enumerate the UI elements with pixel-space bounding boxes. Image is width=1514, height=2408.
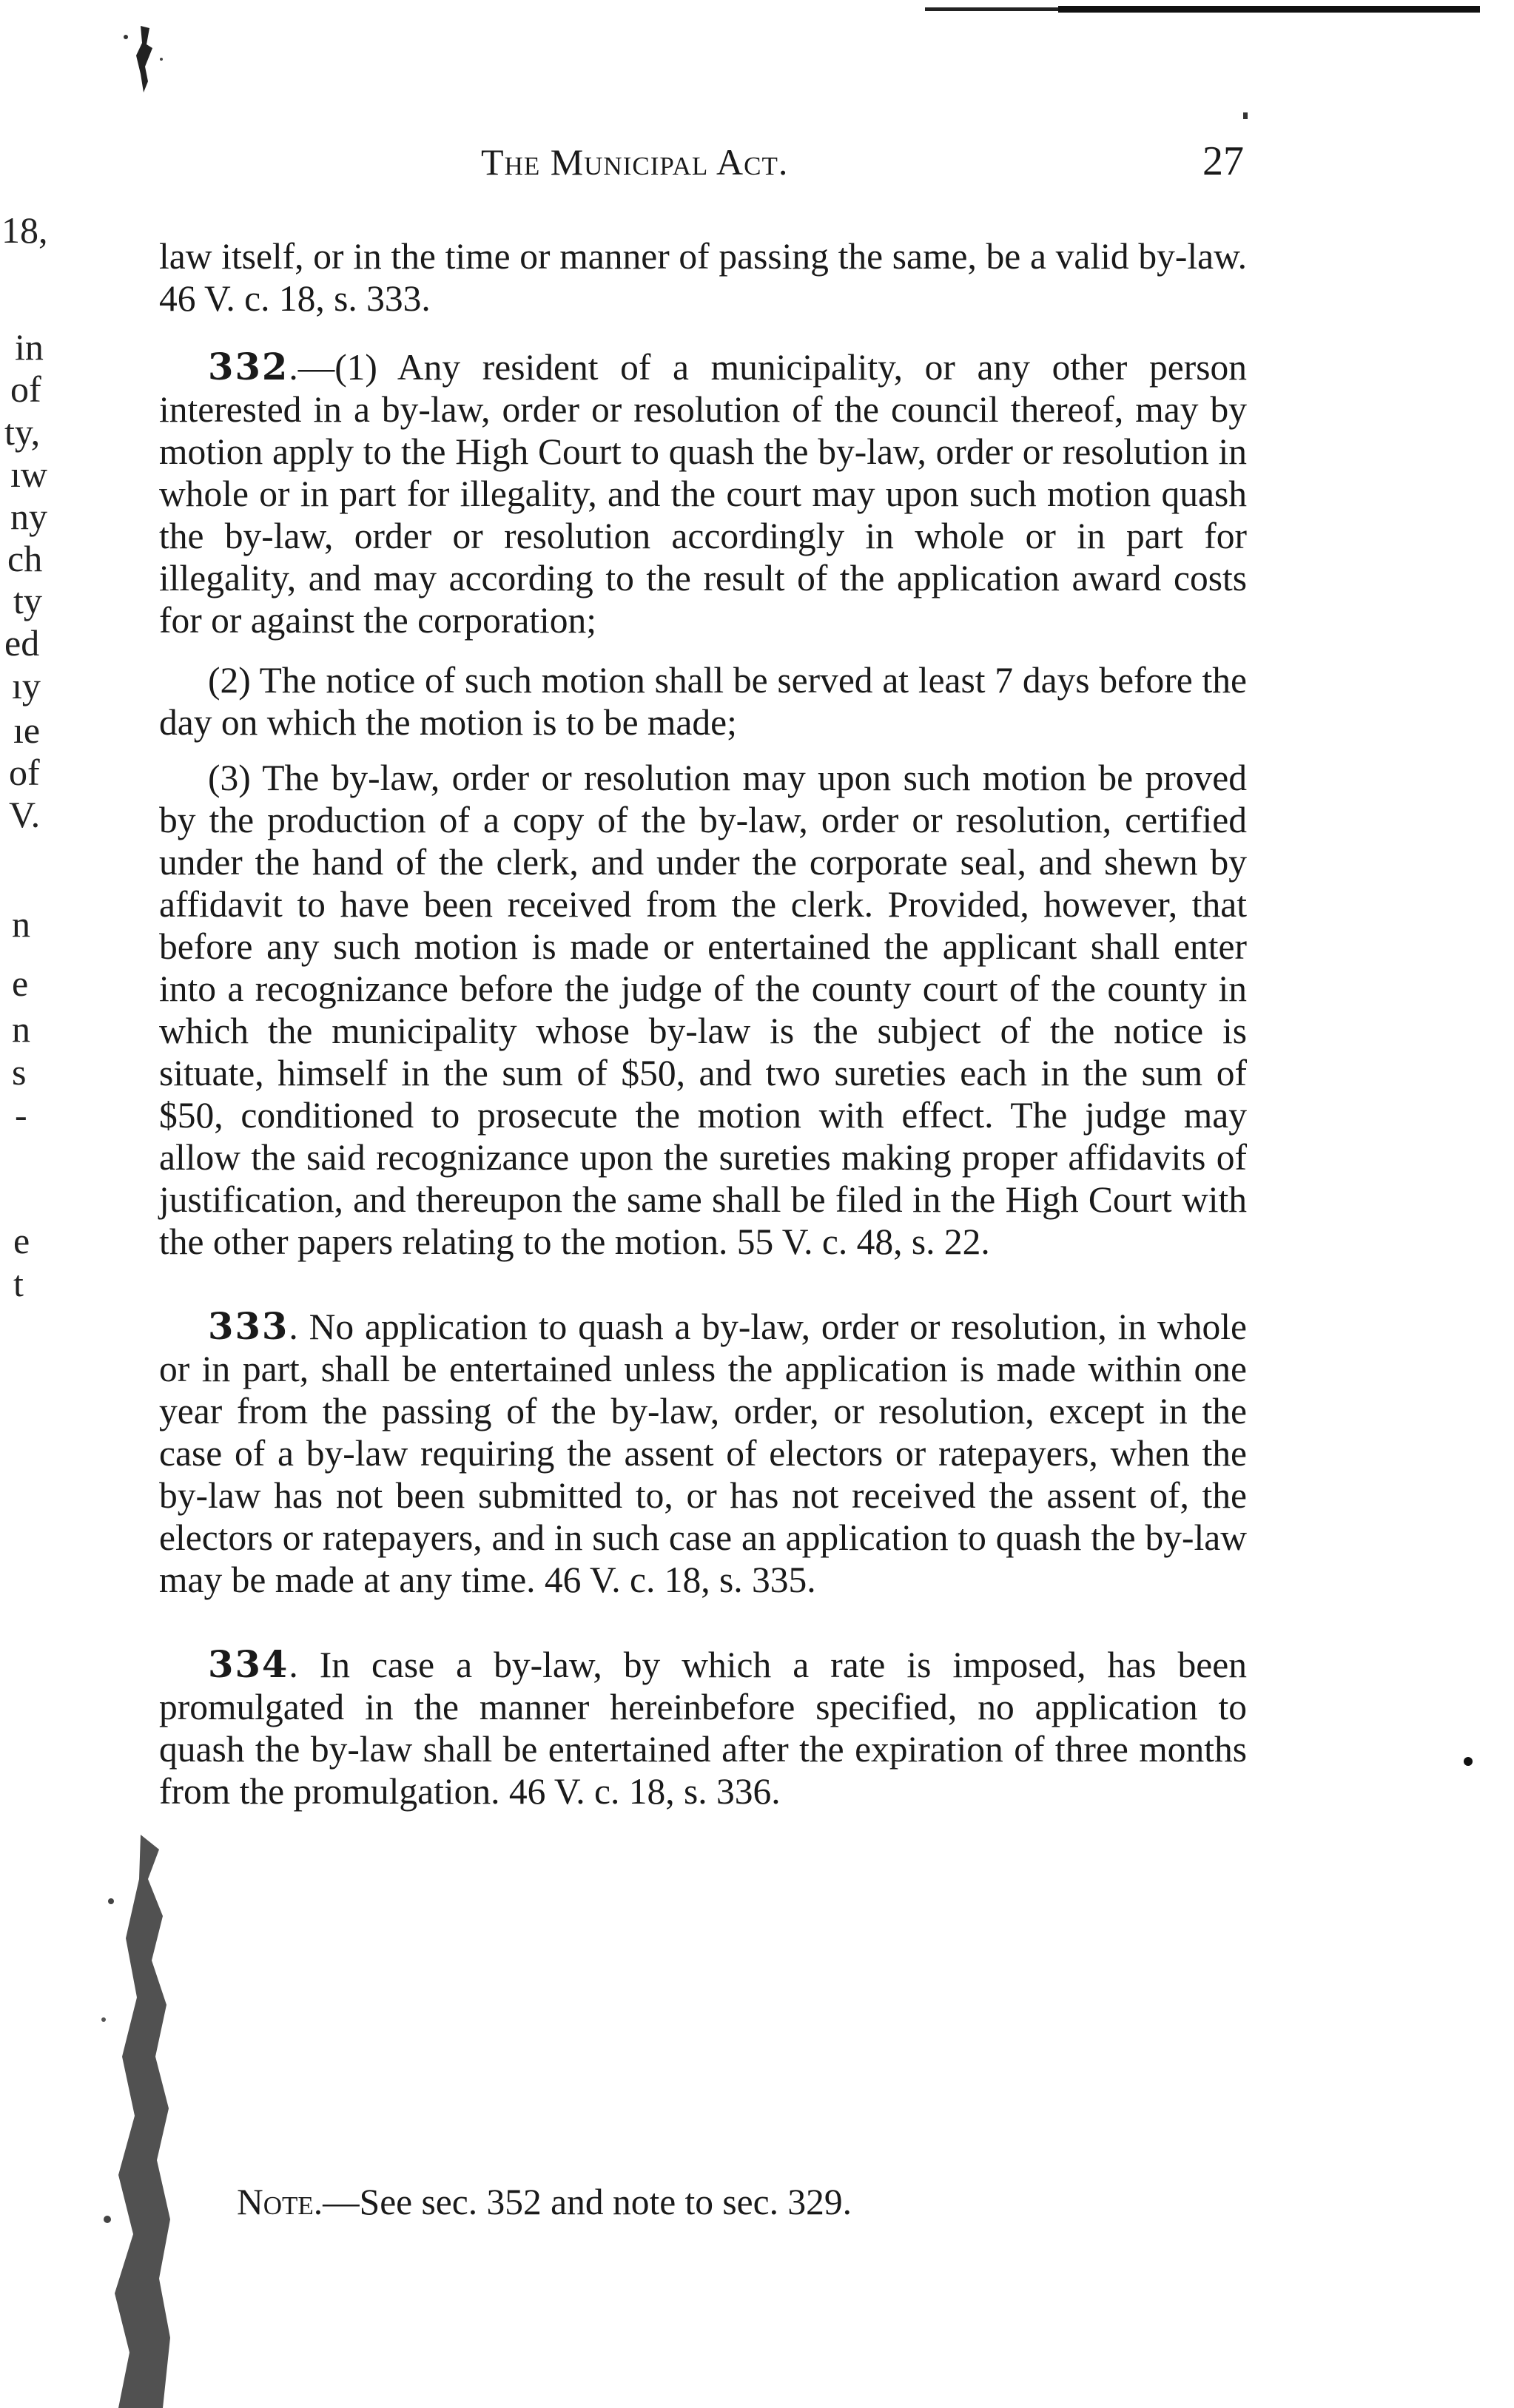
margin-fragment: ıw: [10, 453, 47, 495]
margin-fragment: in: [15, 326, 44, 368]
margin-fragment: e: [13, 1220, 30, 1261]
section-332-paragraph-2: (2) The notice of such motion shall be served at least 7 days before the day on which the motion is to be made;: [159, 660, 1247, 743]
margin-fragment: of: [10, 368, 41, 410]
section-number: 334: [208, 1643, 289, 1686]
margin-fragment: ny: [10, 496, 47, 537]
section-text: . No application to quash a by-law, order or resolution, in whole or in part, shall be entertained unless the application is made within one year from the passing of the by-law, order, or resolution, except in the case of a by-law requiring the assent of electors or ratepayers, when the by-law has not been submitted to, or has not received the assent of, the electors or ratepayers, and in such case an application to quash the by-law may be made at any time. 46 V. c. 18, s. 335.: [159, 1306, 1247, 1600]
editorial-note: [237, 2181, 852, 2223]
ink-speck: [1243, 112, 1248, 119]
binding-shadow-icon: [89, 1835, 170, 2408]
page-header: [0, 138, 1514, 200]
margin-fragment: ıy: [12, 665, 41, 706]
margin-fragment: -: [15, 1094, 27, 1136]
margin-fragment: n: [12, 1008, 30, 1050]
ink-speck: [1464, 1757, 1473, 1766]
section-text: . In case a by-law, by which a rate is imposed, has been promulgated in the manner hereinbefore specified, no application to quash the by-law shall be entertained after the expiration of three months from the promulgation. 46 V. c. 18, s. 336.: [159, 1645, 1247, 1812]
margin-fragment: 18,: [1, 209, 48, 251]
page-number: 27: [1202, 138, 1244, 184]
margin-fragment: s: [12, 1051, 27, 1093]
margin-fragment: n: [12, 903, 30, 945]
margin-fragment: ıe: [13, 709, 41, 751]
note-text: —See sec. 352 and note to sec. 329.: [323, 2182, 852, 2222]
section-number: 332: [208, 345, 289, 388]
continuation-paragraph: law itself, or in the time or manner of passing the same, be a valid by-law. 46 V. c. 18, s. 333.: [159, 236, 1247, 319]
note-label: Note.: [237, 2182, 323, 2222]
margin-fragment: of: [9, 752, 40, 793]
section-332-paragraph-3: (3) The by-law, order or resolution may upon such motion be proved by the production of a copy of the by-law, order or resolution, certified under the hand of the clerk, and under the corporate seal, and shewn by affidavit to have been received from the clerk. Provided, however, that before any such motion is made or entertained the applicant shall enter into a recognizance before the judge of the county court of the county in which the municipality whose by-law is the subject of the notice is situate, himself in the sum of $50, and two sureties each in the sum of $50, conditioned to prosecute the motion with effect. The judge may allow the said recognizance upon the sureties making proper affidavits of justification, and thereupon the same shall be filed in the High Court with the other papers relating to the motion. 55 V. c. 48, s. 22.: [159, 758, 1247, 1262]
margin-fragment: V.: [9, 794, 41, 835]
margin-fragment: ed: [4, 622, 40, 664]
section-number: 333: [208, 1305, 289, 1348]
top-scan-rule: [925, 7, 1480, 11]
margin-fragment: ty,: [4, 411, 41, 453]
bleed-through-margin: [0, 0, 89, 2408]
section-333-paragraph: [159, 1306, 1247, 1601]
section-332-paragraph-1: [159, 346, 1247, 641]
section-text: .—(1) Any resident of a municipality, or any other person interested in a by-law, order or resolution of the council thereof, may by motion apply to the High Court to quash the by-law, order or resolution in whole or in part for illegality, and the court may upon such motion quash the by-law, order or resolution accordingly in whole or in part for illegality, and may according to the result of the application award costs for or against the corporation;: [159, 347, 1247, 641]
margin-fragment: e: [12, 962, 29, 1004]
section-334-paragraph: [159, 1644, 1247, 1812]
page-body: [159, 235, 1247, 1812]
margin-fragment: ch: [7, 538, 43, 579]
running-head: The Municipal Act.: [481, 141, 789, 183]
margin-fragment: t: [13, 1263, 24, 1304]
scan-blemish-icon: [111, 22, 178, 96]
margin-fragment: ty: [13, 580, 42, 621]
